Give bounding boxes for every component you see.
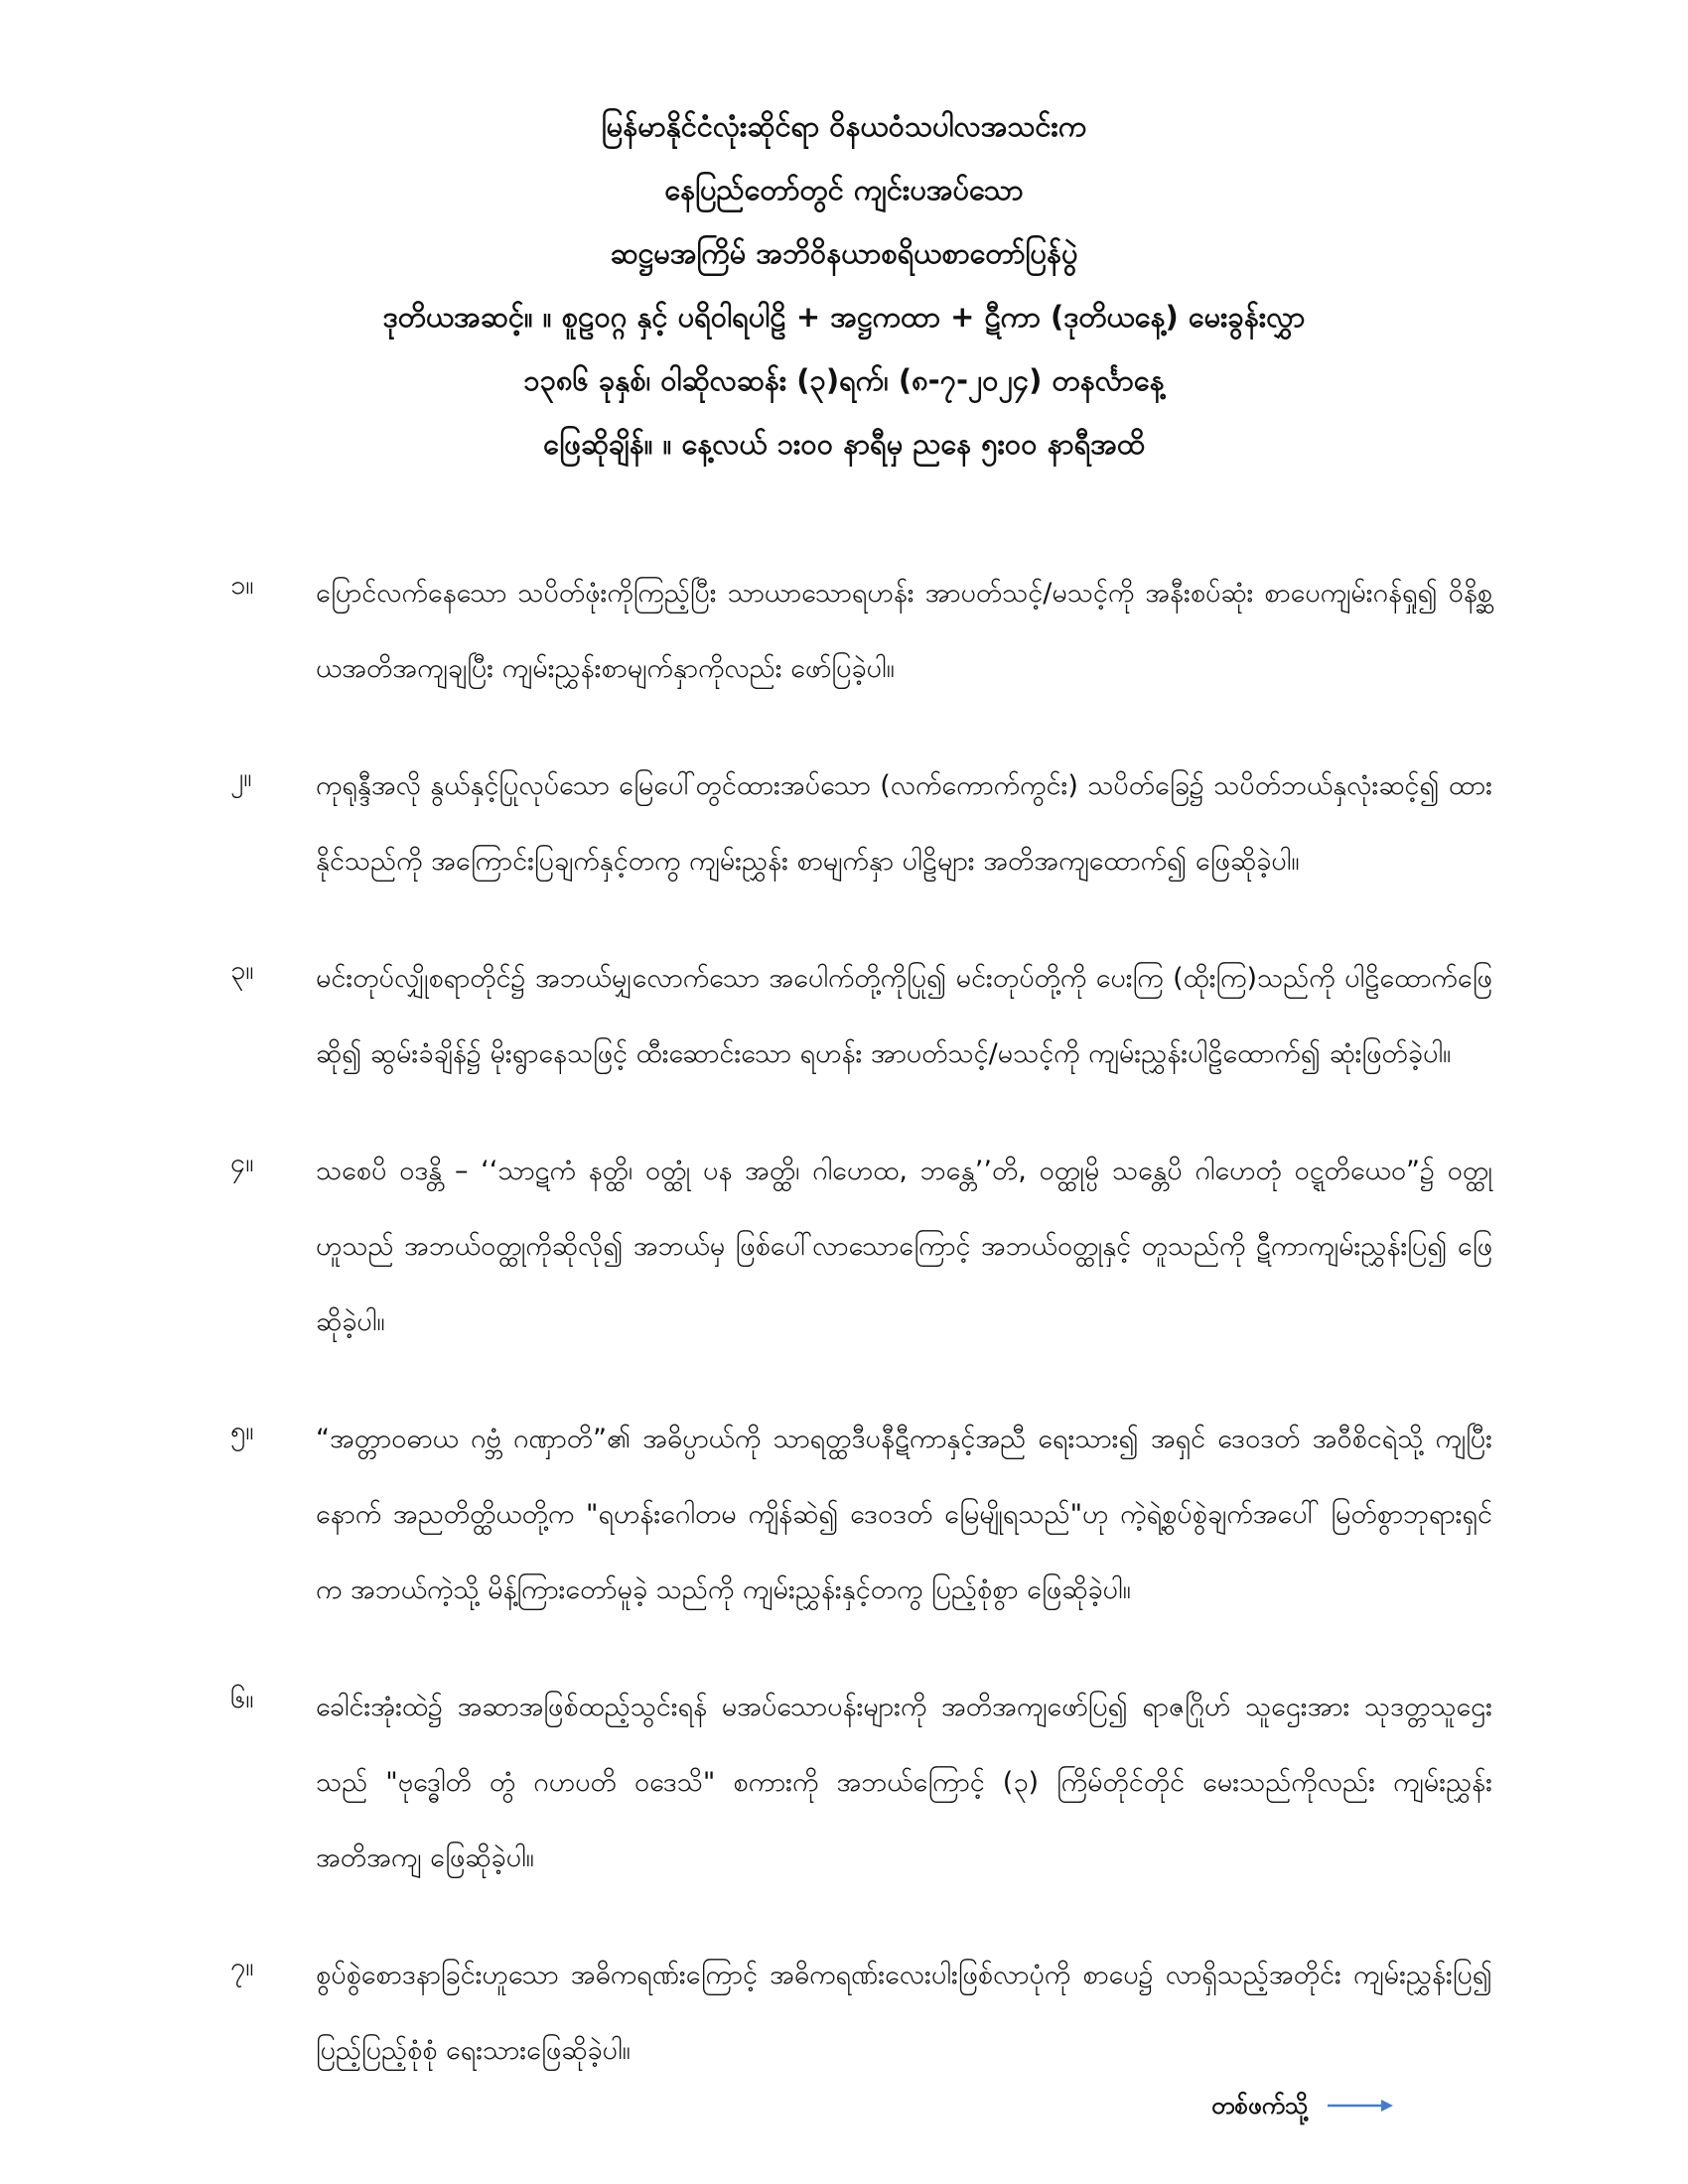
question-text: စွပ်စွဲစောဒနာခြင်းဟူသော အဓိကရဏ်းကြောင့် အဓိကရဏ်းလေးပါးဖြစ်လာပုံကို စာပေ၌ လာရှိသည့်အတိုင်း ကျမ်းညွှန်းပြ၍ ပြည့်ပြည့်စုံစုံ ရေးသားဖြေဆိုခဲ့ပါ။ <box>316 1960 1492 2066</box>
question-item <box>0 556 1688 707</box>
question-item <box>0 1670 1688 1896</box>
continue-indicator <box>1211 2090 1395 2121</box>
header-line-title: မြန်မာနိုင်ငံလုံးဆိုင်ရာ ဝိနယဝံသပါလအသင်းက <box>601 109 1087 143</box>
question-text: ပြောင်လက်နေသော သပိတ်ဖုံးကိုကြည့်ပြီး သာယာသောရဟန်း အာပတ်သင့်/မသင့်ကို အနီးစပ်ဆုံး စာပေကျမ်းဂန်ရှု၍ ဝိနိစ္ဆယအတိအကျချပြီး ကျမ်းညွှန်းစာမျက်နှာကိုလည်း ဖော်ပြခဲ့ပါ။ <box>316 578 1492 684</box>
question-item <box>0 1938 1688 2089</box>
question-text: မင်းတုပ်လျှိုစရာတိုင်၌ အဘယ်မျှလောက်သော အပေါက်တို့ကိုပြု၍ မင်းတုပ်တို့ကို ပေးကြ (ထိုးကြ)သည်ကို ပါဠိထောက်ဖြေဆို၍ ဆွမ်းခံချိန်၌ မိုးရွာနေသဖြင့် ထီးဆောင်းသော ရဟန်း အာပတ်သင့်/မသင့်ကို ကျမ်းညွှန်းပါဠိထောက်၍ ဆုံးဖြတ်ခဲ့ပါ။ <box>316 963 1492 1069</box>
question-number: ၁။ <box>230 570 254 601</box>
arrow-right-icon <box>1326 2096 1395 2116</box>
question-number: ၃။ <box>230 955 254 986</box>
question-number: ၇။ <box>230 1952 254 1982</box>
exam-header <box>0 94 1688 476</box>
continue-label: တစ်ဖက်သို့ <box>1211 2092 1309 2119</box>
header-line-location: နေပြည်တော်တွင် ကျင်းပအပ်သော <box>664 173 1024 206</box>
question-number: ၅။ <box>230 1416 254 1446</box>
header-line-event: ဆဋ္ဌမအကြိမ် အဘိဝိနယာစရိယစာတော်ပြန်ပွဲ <box>610 236 1078 270</box>
question-number: ၂။ <box>230 762 252 793</box>
header-line-date: ၁၃၈၆ ခုနှစ်၊ ဝါဆိုလဆန်း (၃)ရက်၊ (၈-၇-၂၀၂၄) တနင်္လာနေ့ <box>523 363 1165 397</box>
header-line-time: ဖြေဆိုချိန်။ ။ နေ့လယ် ၁း၀၀ နာရီမှ ညနေ ၅း၀၀ နာရီအထိ <box>543 427 1145 461</box>
question-number: ၆။ <box>230 1684 254 1714</box>
question-text: ကုရုန္ဒီအလို နွယ်နှင့်ပြုလုပ်သော မြေပေါ်တွင်ထားအပ်သော (လက်ကောက်ကွင်း) သပိတ်ခြေ၌ သပိတ်ဘယ်နှလုံးဆင့်၍ ထားနိုင်သည်ကို အကြောင်းပြချက်နှင့်တကွ ကျမ်းညွှန်း စာမျက်နှာ ပါဠိများ အတိအကျထောက်၍ ဖြေဆိုခဲ့ပါ။ <box>316 770 1492 877</box>
header-line-subject: ဒုတိယအဆင့်။ ။ စူဠဝဂ္ဂ နှင့် ပရိဝါရပါဠိ + အဋ္ဌကထာ + ဋီကာ (ဒုတိယနေ့) မေးခွန်းလွှာ <box>382 300 1306 334</box>
question-item <box>0 941 1688 1092</box>
question-item <box>0 749 1688 899</box>
question-text: သစေပိ ဝဒန္တိ – ‘‘သာဋကံ နတ္ထိ၊ ဝတ္ထုံ ပန အတ္ထိ၊ ဂါဟေထ, ဘန္တေ’’တိ, ဝတ္ထုမ္ပိ သန္တေပိ ဂါဟေတုံ ဝဋ္ဋတိယေဝ”၌ ဝတ္ထုဟူသည် အဘယ်ဝတ္ထုကိုဆိုလို၍ အဘယ်မှ ဖြစ်ပေါ်လာသောကြောင့် အဘယ်ဝတ္ထုနှင့် တူသည်ကို ဋီကာကျမ်းညွှန်းပြ၍ ဖြေဆိုခဲ့ပါ။ <box>316 1156 1492 1337</box>
question-list <box>0 556 1688 2130</box>
question-text: “အတ္တာဝဓာယ ဂဗ္ဘံ ဂဏှာတိ”၏ အဓိပ္ပာယ်ကို သာရတ္ထဒီပနီဋီကာနှင့်အညီ ရေးသား၍ အရှင် ဒေဝဒတ် အဝီစိငရဲသို့ ကျပြီးနောက် အညတိတ္ထိယတို့က "ရဟန်းဂေါတမ ကျိန်ဆဲ၍ ဒေဝဒတ် မြေမျိုရသည်"ဟု ကဲ့ရဲ့စွပ်စွဲချက်အပေါ် မြတ်စွာဘုရားရှင်က အဘယ်ကဲ့သို့ မိန့်ကြားတော်မူခဲ့ သည်ကို ကျမ်းညွှန်းနှင့်တကွ ပြည့်စုံစွာ ဖြေဆိုခဲ့ပါ။ <box>316 1424 1492 1605</box>
question-item <box>0 1134 1688 1360</box>
question-number: ၄။ <box>230 1148 254 1178</box>
question-text: ခေါင်းအုံးထဲ၌ အဆာအဖြစ်ထည့်သွင်းရန် မအပ်သောပန်းများကို အတိအကျဖော်ပြ၍ ရာဇဂြိုဟ် သူဌေးအား သုဒတ္တသူဌေးသည် "ဗုဒ္ဓေါတိ တွံ ဂဟပတိ ဝဒေသိ" စကားကို အဘယ်ကြောင့် (၃) ကြိမ်တိုင်တိုင် မေးသည်ကိုလည်း ကျမ်းညွှန်းအတိအကျ ဖြေဆိုခဲ့ပါ။ <box>316 1692 1492 1873</box>
question-item <box>0 1402 1688 1628</box>
